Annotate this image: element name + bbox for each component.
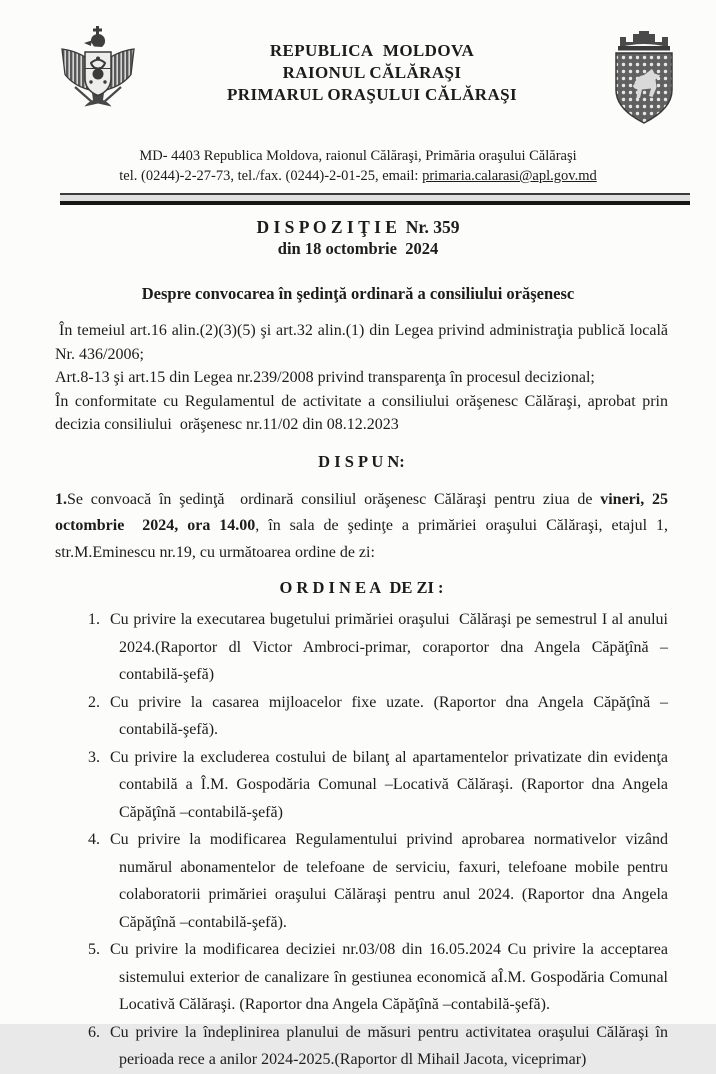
- convocation-paragraph: [55, 487, 668, 567]
- agenda-item-number: 4.: [88, 831, 100, 848]
- agenda-item-text: Cu privire la modificarea Regulamentului privind aprobarea normativelor vizând numărul abonamentelor de telefoane de serviciu, faxuri, telefoane mobile pentru colaboratorii primăriei oraşului Călăraşi pentru anul 2024. (Raportor dna Angela Căpăţînă –contabilă-şefă).: [110, 831, 668, 931]
- document-title: D I S P O Z I Ţ I E Nr. 359: [256, 217, 460, 237]
- agenda-item: [55, 936, 668, 1019]
- preamble-paragraph-3: În conformitate cu Regulamentul de activitate a consiliului orăşenesc Călăraşi, aprobat prin decizia consiliului orăşenesc nr.11/02 din 08.12.2023: [55, 392, 668, 433]
- agenda-item-text: Cu privire la îndeplinirea planului de măsuri pentru activitatea oraşului Călăraşi în perioada rece a anilor 2024-2025.(Raportor dl Mihail Jacota, viceprimar): [110, 1023, 668, 1068]
- agenda-item: [55, 689, 668, 744]
- moldova-coat-of-arms-icon: [58, 26, 138, 126]
- agenda-item-number: 2.: [88, 693, 100, 711]
- meeting-datetime: vineri, 25 octombrie 2024, ora 14.00: [55, 490, 668, 534]
- contact-line: [0, 166, 716, 186]
- dispun-heading: D I S P U N:: [318, 451, 405, 471]
- agenda-item-number: 1.: [88, 611, 100, 628]
- agenda-item: [55, 744, 668, 827]
- org-mayor-line: PRIMARUL ORAŞULUI CĂLĂRAŞI: [227, 85, 517, 104]
- agenda-item-text: Cu privire la casarea mijloacelor fixe uzate. (Raportor dna Angela Căpăţînă – contabilă-şefă).: [110, 693, 668, 738]
- preamble-paragraph-2: Art.8-13 şi art.15 din Legea nr.239/2008 privind transparenţa în procesul decizional;: [55, 369, 595, 386]
- org-country-line: REPUBLICA MOLDOVA: [269, 41, 475, 60]
- agenda-list: [55, 606, 668, 1074]
- agenda-item: [55, 1019, 668, 1074]
- agenda-item: [55, 606, 668, 689]
- agenda-item-number: 3.: [88, 748, 100, 766]
- preamble-block: [55, 319, 668, 437]
- agenda-item-text: Cu privire la executarea bugetului primăriei oraşului Călăraşi pe semestrul I al anului 2024.(Raportor dl Victor Ambroci-primar, coraportor dna Angela Căpăţînă – contabilă-şefă): [110, 611, 668, 683]
- agenda-item-text: Cu privire la excluderea costului de bilanţ al apartamentelor privatizate din evidenţa contabilă a Î.M. Gospodăria Comunal –Locativă Călăraşi. (Raportor dna Angela Căpăţînă –contabilă-şefă): [110, 748, 668, 821]
- document-date: din 18 octombrie 2024: [277, 239, 439, 258]
- agenda-item: [55, 826, 668, 936]
- convocation-text-1: Se convoacă în şedinţă ordinară consiliul orăşenesc Călăraşi pentru ziua de: [67, 490, 601, 508]
- agenda-item-number: 5.: [88, 941, 100, 958]
- org-district-line: RAIONUL CĂLĂRAŞI: [282, 63, 462, 82]
- document-header: [0, 0, 716, 130]
- email-link[interactable]: primaria.calarasi@apl.gov.md: [422, 168, 597, 184]
- convocation-text-2: , în sala de şedinţe a primăriei oraşului Călăraşi, etajul 1, str.M.Eminescu nr.19, cu următoarea ordine de zi:: [55, 517, 668, 561]
- phone-fax-text: tel. (0244)-2-27-73, tel./fax. (0244)-2-01-25, email:: [119, 168, 423, 184]
- preamble-paragraph-1: În temeiul art.16 alin.(2)(3)(5) şi art.32 alin.(1) din Legea privind administraţia publică locală Nr. 436/2006;: [55, 322, 668, 363]
- convocation-number: 1.: [55, 490, 67, 508]
- agenda-heading: O R D I N E A DE ZI :: [279, 578, 444, 597]
- document-subject: Despre convocarea în şedinţă ordinară a consiliului orăşenesc: [141, 284, 575, 303]
- agenda-item-text: Cu privire la modificarea deciziei nr.03/08 din 16.05.2024 Cu privire la acceptarea sistemului exterior de canalizare în gestiunea economică aÎ.M. Gospodăria Comunal Locativă Călăraşi. (Raportor dna Angela Căpăţînă –contabilă-şefă).: [110, 941, 668, 1013]
- title-block: [0, 216, 716, 260]
- separator-rule: [60, 193, 690, 205]
- header-org-block: [138, 26, 606, 106]
- address-line: MD- 4403 Republica Moldova, raionul Călăraşi, Primăria oraşului Călăraşi: [139, 148, 577, 164]
- calarasi-coat-of-arms-icon: [606, 26, 682, 130]
- document-body: [0, 319, 716, 1074]
- agenda-item-number: 6.: [88, 1023, 100, 1041]
